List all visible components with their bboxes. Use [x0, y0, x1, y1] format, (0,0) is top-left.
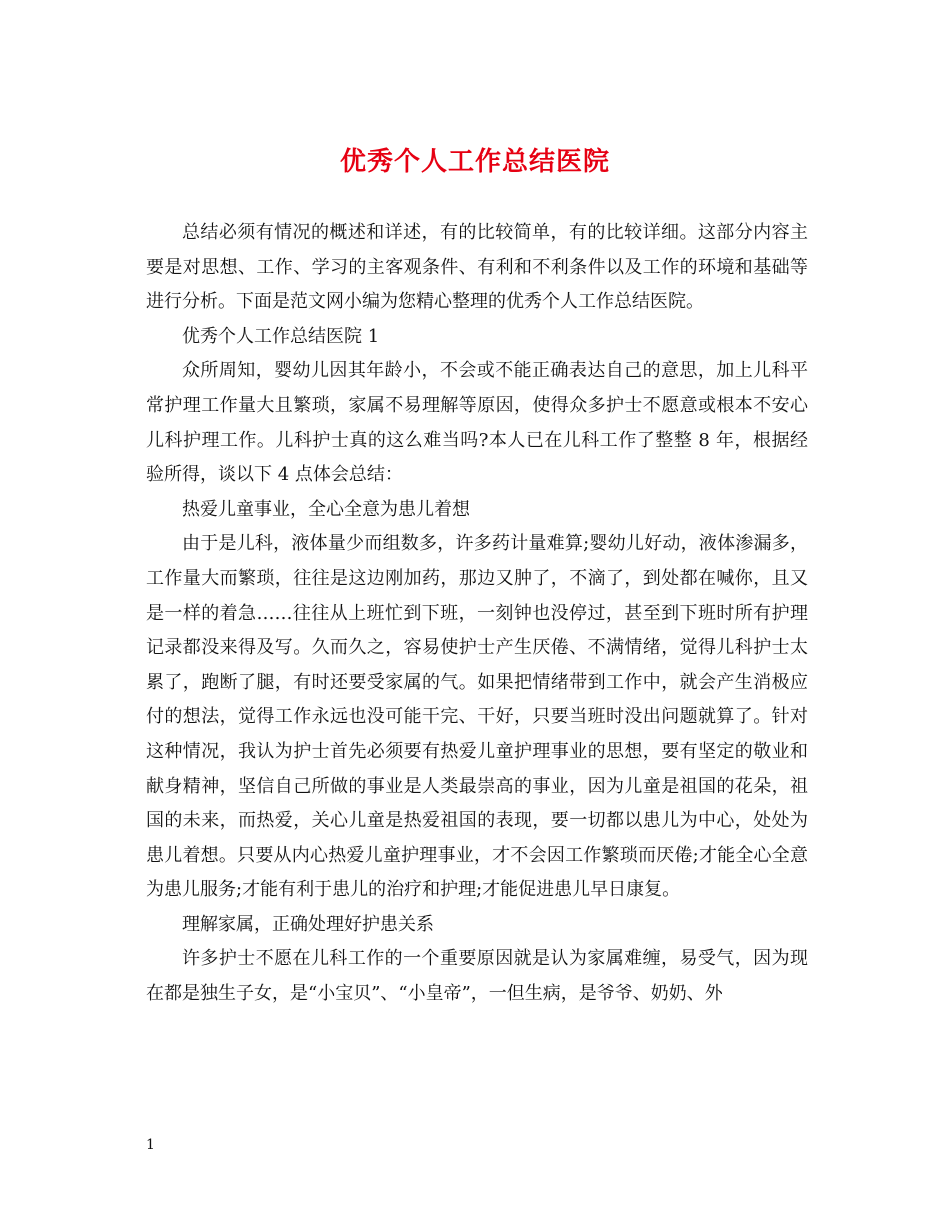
- page-number: 1: [146, 1137, 155, 1153]
- paragraph-intro: 总结必须有情况的概述和详述，有的比较简单，有的比较详细。这部分内容主要是对思想、工作、学习的主客观条件、有利和不利条件以及工作的环境和基础等进行分析。下面是范文网小编为您精心整理的优秀个人工作总结医院。: [146, 222, 808, 313]
- document-body: [146, 216, 808, 1012]
- subheading-understand-family: 理解家属，正确处理好护患关系: [182, 913, 434, 935]
- paragraph-background: 众所周知，婴幼儿因其年龄小，不会或不能正确表达自己的意思，加上儿科平常护理工作量大且繁琐，家属不易理解等原因，使得众多护士不愿意或根本不安心儿科护理工作。儿科护士真的这么难当吗?本人已在儿科工作了整整 8 年，根据经验所得，谈以下 4 点体会总结：: [146, 360, 808, 486]
- paragraph-love-children: 由于是儿科，液体量少而组数多，许多药计量难算;婴幼儿好动，液体渗漏多，工作量大而繁琐，往往是这边刚加药，那边又肿了，不滴了，到处都在喊你，且又是一样的着急……往往从上班忙到下班，一刻钟也没停过，甚至到下班时所有护理记录都没来得及写。久而久之，容易使护士产生厌倦、不满情绪，觉得儿科护士太累了，跑断了腿，有时还要受家属的气。如果把情绪带到工作中，就会产生消极应付的想法，觉得工作永远也没可能干完、干好，只要当班时没出问题就算了。针对这种情况，我认为护士首先必须要有热爱儿童护理事业的思想，要有坚定的敬业和献身精神，坚信自己所做的事业是人类最崇高的事业，因为儿童是祖国的花朵，祖国的未来，而热爱，关心儿童是热爱祖国的表现，要一切都以患儿为中心，处处为患儿着想。只要从内心热爱儿童护理事业，才不会因工作繁琐而厌倦;才能全心全意为患儿服务;才能有利于患儿的治疗和护理;才能促进患儿早日康复。: [146, 533, 808, 901]
- paragraph-understand-family: 许多护士不愿在儿科工作的一个重要原因就是认为家属难缠，易受气，因为现在都是独生子女，是“小宝贝”、“小皇帝”，一但生病，是爷爷、奶奶、外: [146, 948, 808, 1005]
- subheading-love-children: 热爱儿童事业，全心全意为患儿着想: [182, 498, 470, 520]
- document-title: 优秀个人工作总结医院: [339, 147, 610, 177]
- section-heading-1: 优秀个人工作总结医院 1: [182, 325, 380, 347]
